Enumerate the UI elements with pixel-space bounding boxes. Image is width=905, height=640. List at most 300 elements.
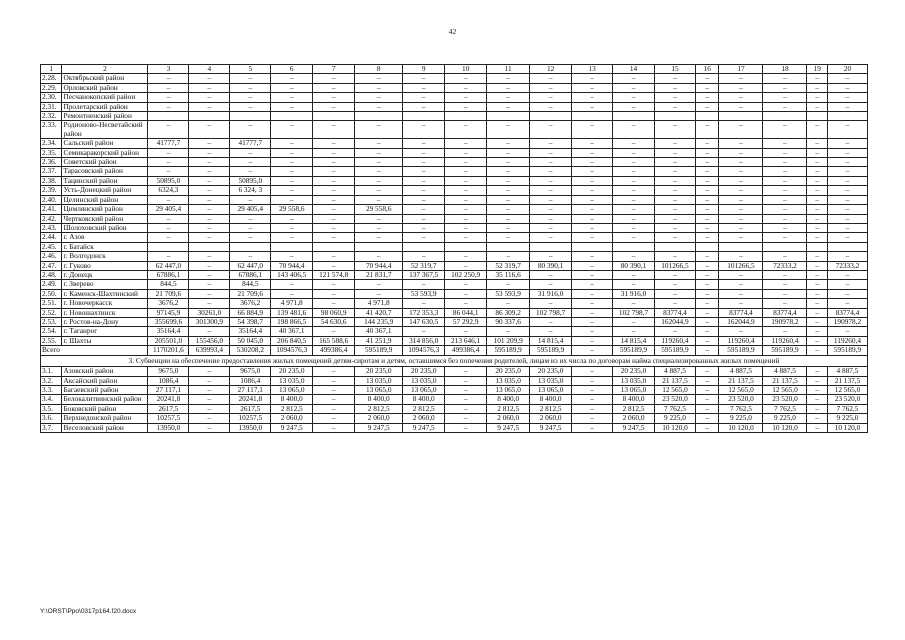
table-row <box>41 336 868 345</box>
value-cell: – <box>763 74 807 83</box>
value-cell: – <box>313 121 355 139</box>
value-cell: 13 065,0 <box>271 386 313 395</box>
value-cell: – <box>807 214 827 223</box>
municipality-name: Тацинский район <box>62 176 148 185</box>
row-number: 2.45. <box>41 242 62 251</box>
value-cell: 4 887,5 <box>827 367 867 376</box>
value-cell: – <box>655 176 696 185</box>
value-cell: 9 247,5 <box>355 423 403 432</box>
value-cell: – <box>403 93 445 102</box>
municipality-name: Ремонтненский район <box>62 112 148 121</box>
value-cell: 23 520,0 <box>763 395 807 404</box>
value-cell: – <box>487 167 530 176</box>
table-row <box>41 93 868 102</box>
value-cell: – <box>230 158 271 167</box>
value-cell: – <box>572 423 613 432</box>
municipality-name: Песчанокопский район <box>62 93 148 102</box>
value-cell: – <box>230 233 271 242</box>
value-cell: – <box>313 167 355 176</box>
value-cell: – <box>487 158 530 167</box>
row-number: 3.1. <box>41 367 62 376</box>
value-cell: 213 646,1 <box>445 336 487 345</box>
value-cell: – <box>230 93 271 102</box>
value-cell: – <box>763 176 807 185</box>
value-cell: 102 798,7 <box>613 308 655 317</box>
value-cell: – <box>655 289 696 298</box>
municipality-name: Шолоховский район <box>62 223 148 232</box>
row-number: 2.51. <box>41 299 62 308</box>
value-cell: – <box>807 252 827 261</box>
value-cell: – <box>230 102 271 111</box>
table-row <box>41 233 868 242</box>
value-cell: – <box>695 102 719 111</box>
value-cell <box>572 242 613 251</box>
value-cell: 4 887,5 <box>655 367 696 376</box>
value-cell: 10 120,0 <box>763 423 807 432</box>
value-cell: – <box>763 186 807 195</box>
municipality-name: Белокалитвинский район <box>62 395 148 404</box>
value-cell: – <box>655 148 696 157</box>
row-number: 2.50. <box>41 289 62 298</box>
value-cell: 4 887,5 <box>719 367 763 376</box>
value-cell: – <box>807 233 827 242</box>
value-cell: – <box>355 74 403 83</box>
value-cell: 12 565,0 <box>655 386 696 395</box>
value-cell: – <box>355 214 403 223</box>
value-cell <box>313 112 355 121</box>
value-cell: – <box>148 195 189 204</box>
value-cell: – <box>530 270 572 279</box>
column-number-row <box>41 65 868 74</box>
municipality-name: Пролетарский район <box>62 102 148 111</box>
value-cell: – <box>572 195 613 204</box>
value-cell: – <box>230 121 271 139</box>
table-row <box>41 423 868 432</box>
value-cell: – <box>313 158 355 167</box>
municipality-name: г. Донецк <box>62 270 148 279</box>
value-cell: 21 137,5 <box>763 376 807 385</box>
column-number: 2 <box>62 65 148 74</box>
value-cell: – <box>445 186 487 195</box>
value-cell: 119260,4 <box>655 336 696 345</box>
value-cell: – <box>572 386 613 395</box>
value-cell: – <box>763 148 807 157</box>
value-cell: 162044,9 <box>719 317 763 326</box>
municipality-name: г. Волгодонск <box>62 252 148 261</box>
value-cell: 2 812,5 <box>271 404 313 413</box>
value-cell: – <box>613 270 655 279</box>
value-cell: – <box>148 158 189 167</box>
value-cell: – <box>655 327 696 336</box>
value-cell: – <box>807 299 827 308</box>
value-cell: – <box>807 83 827 92</box>
value-cell: – <box>230 167 271 176</box>
row-number: 2.43. <box>41 223 62 232</box>
value-cell: – <box>403 214 445 223</box>
value-cell: – <box>271 148 313 157</box>
table-row <box>41 223 868 232</box>
value-cell: – <box>230 214 271 223</box>
total-value: – <box>695 346 719 355</box>
value-cell <box>695 242 719 251</box>
value-cell: 29 558,6 <box>271 205 313 214</box>
municipality-name: г. Гуково <box>62 261 148 270</box>
value-cell: – <box>572 270 613 279</box>
value-cell: – <box>807 176 827 185</box>
value-cell: 2 060,0 <box>355 414 403 423</box>
value-cell: 1086,4 <box>230 376 271 385</box>
value-cell: – <box>445 299 487 308</box>
value-cell: – <box>695 158 719 167</box>
value-cell: – <box>613 102 655 111</box>
value-cell: 6324,3 <box>148 186 189 195</box>
value-cell: – <box>313 186 355 195</box>
value-cell: – <box>313 423 355 432</box>
value-cell: – <box>695 261 719 270</box>
value-cell: – <box>355 148 403 157</box>
value-cell: – <box>313 102 355 111</box>
document-page <box>40 64 868 433</box>
value-cell: – <box>719 74 763 83</box>
value-cell: – <box>530 214 572 223</box>
value-cell: – <box>807 336 827 345</box>
value-cell: 35164,4 <box>230 327 271 336</box>
value-cell: 2 812,5 <box>487 404 530 413</box>
value-cell: 4 971,8 <box>355 299 403 308</box>
value-cell: 13 035,0 <box>403 376 445 385</box>
value-cell: 9 225,0 <box>763 414 807 423</box>
value-cell: – <box>655 252 696 261</box>
value-cell: 12 565,0 <box>719 386 763 395</box>
value-cell: – <box>572 404 613 413</box>
value-cell: – <box>189 414 230 423</box>
value-cell: 13 065,0 <box>403 386 445 395</box>
value-cell: 12 565,0 <box>827 386 867 395</box>
value-cell: – <box>530 167 572 176</box>
value-cell: – <box>655 299 696 308</box>
table-row <box>41 252 868 261</box>
value-cell: – <box>695 74 719 83</box>
value-cell: – <box>148 223 189 232</box>
value-cell: – <box>445 205 487 214</box>
column-number: 13 <box>572 65 613 74</box>
value-cell: – <box>572 336 613 345</box>
value-cell: – <box>572 158 613 167</box>
value-cell: – <box>230 195 271 204</box>
value-cell: – <box>719 252 763 261</box>
value-cell: 54 630,6 <box>313 317 355 326</box>
municipality-name: Боковский район <box>62 404 148 413</box>
municipality-name: Тарасовский район <box>62 167 148 176</box>
value-cell: 7 762,5 <box>719 404 763 413</box>
value-cell: 9 247,5 <box>487 423 530 432</box>
municipality-name: г. Батайск <box>62 242 148 251</box>
value-cell: – <box>271 186 313 195</box>
value-cell: – <box>613 93 655 102</box>
total-value: 595189,9 <box>827 346 867 355</box>
value-cell: 23 520,0 <box>655 395 696 404</box>
value-cell: – <box>487 195 530 204</box>
value-cell: – <box>827 158 867 167</box>
value-cell: – <box>189 299 230 308</box>
value-cell: 13 035,0 <box>271 376 313 385</box>
value-cell: – <box>313 214 355 223</box>
total-value: 1094576,3 <box>403 346 445 355</box>
municipality-name: Целинский район <box>62 195 148 204</box>
value-cell: – <box>189 195 230 204</box>
table-row <box>41 121 868 139</box>
value-cell: – <box>445 376 487 385</box>
row-number: 2.41. <box>41 205 62 214</box>
value-cell: – <box>271 83 313 92</box>
total-value: 595189,9 <box>613 346 655 355</box>
value-cell: – <box>313 404 355 413</box>
value-cell: – <box>189 167 230 176</box>
column-number: 14 <box>613 65 655 74</box>
file-path-footer: Y:\ORST\Ppo\0317p164.f20.docx <box>40 608 137 615</box>
value-cell: 101 209,9 <box>487 336 530 345</box>
value-cell: – <box>271 223 313 232</box>
value-cell: 52 319,7 <box>487 261 530 270</box>
value-cell: – <box>613 280 655 289</box>
value-cell: – <box>827 186 867 195</box>
value-cell: 13 065,0 <box>355 386 403 395</box>
value-cell: – <box>530 158 572 167</box>
value-cell: – <box>189 327 230 336</box>
value-cell: 70 944,4 <box>271 261 313 270</box>
value-cell: – <box>230 148 271 157</box>
value-cell: – <box>763 233 807 242</box>
value-cell: 119260,4 <box>827 336 867 345</box>
value-cell: – <box>827 148 867 157</box>
section-heading-row <box>41 355 868 367</box>
value-cell: 3676,2 <box>230 299 271 308</box>
value-cell: – <box>355 83 403 92</box>
row-number: 2.48. <box>41 270 62 279</box>
value-cell: – <box>572 223 613 232</box>
table-row <box>41 280 868 289</box>
value-cell: 72333,2 <box>763 261 807 270</box>
value-cell: 190978,2 <box>827 317 867 326</box>
value-cell: – <box>613 327 655 336</box>
value-cell: – <box>271 289 313 298</box>
value-cell: – <box>655 139 696 148</box>
value-cell: – <box>807 317 827 326</box>
value-cell: 101266,5 <box>655 261 696 270</box>
value-cell: 7 762,5 <box>763 404 807 413</box>
value-cell: – <box>445 102 487 111</box>
value-cell: 1086,4 <box>148 376 189 385</box>
value-cell: – <box>655 83 696 92</box>
value-cell: – <box>807 167 827 176</box>
column-number: 6 <box>271 65 313 74</box>
value-cell: – <box>827 280 867 289</box>
value-cell <box>189 112 230 121</box>
value-cell: 2617,5 <box>148 404 189 413</box>
value-cell: – <box>655 233 696 242</box>
value-cell: – <box>530 195 572 204</box>
value-cell: – <box>572 214 613 223</box>
value-cell: 2 060,0 <box>487 414 530 423</box>
value-cell <box>827 242 867 251</box>
value-cell: 67886,1 <box>148 270 189 279</box>
total-value: 530208,2 <box>230 346 271 355</box>
value-cell: 7 762,5 <box>655 404 696 413</box>
value-cell: 8 400,0 <box>530 395 572 404</box>
value-cell: 2617,5 <box>230 404 271 413</box>
value-cell <box>403 242 445 251</box>
value-cell: – <box>403 223 445 232</box>
value-cell: – <box>695 139 719 148</box>
total-value: 595189,9 <box>530 346 572 355</box>
value-cell: – <box>189 121 230 139</box>
value-cell: – <box>719 83 763 92</box>
value-cell: – <box>763 252 807 261</box>
value-cell: – <box>613 158 655 167</box>
value-cell: – <box>807 148 827 157</box>
value-cell: – <box>148 83 189 92</box>
value-cell: – <box>355 195 403 204</box>
value-cell: – <box>487 176 530 185</box>
value-cell: – <box>827 74 867 83</box>
value-cell: – <box>695 176 719 185</box>
value-cell <box>148 112 189 121</box>
value-cell: – <box>719 176 763 185</box>
value-cell: 20 235,0 <box>403 367 445 376</box>
value-cell: – <box>807 102 827 111</box>
row-number: 2.38. <box>41 176 62 185</box>
value-cell: – <box>189 386 230 395</box>
value-cell: – <box>189 214 230 223</box>
value-cell: – <box>572 395 613 404</box>
municipality-name: Азовский район <box>62 367 148 376</box>
value-cell: – <box>487 148 530 157</box>
value-cell: – <box>695 299 719 308</box>
value-cell: 4 887,5 <box>763 367 807 376</box>
column-number: 3 <box>148 65 189 74</box>
value-cell <box>763 242 807 251</box>
value-cell: – <box>403 233 445 242</box>
value-cell: – <box>763 158 807 167</box>
table-row <box>41 158 868 167</box>
table-row <box>41 327 868 336</box>
value-cell <box>271 242 313 251</box>
column-number: 1 <box>41 65 62 74</box>
value-cell: – <box>403 186 445 195</box>
value-cell: 13 035,0 <box>487 376 530 385</box>
value-cell: – <box>487 252 530 261</box>
value-cell: – <box>719 186 763 195</box>
value-cell: – <box>487 83 530 92</box>
value-cell: – <box>148 214 189 223</box>
value-cell: – <box>189 93 230 102</box>
value-cell: 9 247,5 <box>613 423 655 432</box>
section-title: 3. Субвенции на обеспечение предоставления жилых помещений детям-сиротам и детям, оставшимся без попечения родителей, лицам из их числа по договорам найма специализированных жилых помещений <box>41 355 868 367</box>
value-cell: 13 065,0 <box>487 386 530 395</box>
value-cell: – <box>695 395 719 404</box>
value-cell: 20 235,0 <box>530 367 572 376</box>
value-cell: – <box>695 270 719 279</box>
value-cell: 30261,0 <box>189 308 230 317</box>
value-cell: – <box>763 270 807 279</box>
total-value: 499386,4 <box>445 346 487 355</box>
value-cell: – <box>655 214 696 223</box>
value-cell: – <box>655 158 696 167</box>
table-row <box>41 317 868 326</box>
total-value: 595189,9 <box>655 346 696 355</box>
value-cell: – <box>313 252 355 261</box>
value-cell: – <box>487 186 530 195</box>
value-cell: – <box>719 93 763 102</box>
row-number: 2.31. <box>41 102 62 111</box>
value-cell: 98 060,9 <box>313 308 355 317</box>
value-cell <box>827 112 867 121</box>
value-cell: – <box>487 93 530 102</box>
value-cell: – <box>487 280 530 289</box>
value-cell: – <box>695 317 719 326</box>
value-cell: – <box>613 148 655 157</box>
table-row <box>41 270 868 279</box>
value-cell: 4 971,8 <box>271 299 313 308</box>
value-cell: – <box>572 93 613 102</box>
table-row <box>41 139 868 148</box>
column-number: 17 <box>719 65 763 74</box>
value-cell: 8 400,0 <box>403 395 445 404</box>
value-cell: 2 812,5 <box>403 404 445 413</box>
value-cell: – <box>445 395 487 404</box>
value-cell: 21 831,7 <box>355 270 403 279</box>
value-cell: – <box>807 74 827 83</box>
value-cell: – <box>572 167 613 176</box>
value-cell: 41777,7 <box>148 139 189 148</box>
value-cell: 9 225,0 <box>719 414 763 423</box>
row-number: 3.5. <box>41 404 62 413</box>
value-cell <box>271 112 313 121</box>
value-cell: – <box>807 414 827 423</box>
value-cell: 2 060,0 <box>271 414 313 423</box>
value-cell: – <box>572 233 613 242</box>
value-cell: 8 400,0 <box>613 395 655 404</box>
value-cell: – <box>403 83 445 92</box>
value-cell: – <box>313 280 355 289</box>
value-cell <box>763 112 807 121</box>
value-cell: – <box>695 376 719 385</box>
value-cell: 13 065,0 <box>530 386 572 395</box>
value-cell: – <box>695 186 719 195</box>
value-cell: 10 120,0 <box>719 423 763 432</box>
table-row <box>41 414 868 423</box>
value-cell: – <box>695 289 719 298</box>
value-cell: – <box>403 121 445 139</box>
value-cell: – <box>230 83 271 92</box>
value-cell: – <box>189 139 230 148</box>
value-cell: – <box>445 195 487 204</box>
value-cell <box>148 242 189 251</box>
value-cell: – <box>695 308 719 317</box>
value-cell: – <box>189 223 230 232</box>
value-cell: – <box>271 158 313 167</box>
value-cell <box>487 242 530 251</box>
value-cell: – <box>655 205 696 214</box>
value-cell: – <box>763 280 807 289</box>
value-cell: 29 405,4 <box>230 205 271 214</box>
column-number: 7 <box>313 65 355 74</box>
value-cell: 10257,5 <box>148 414 189 423</box>
value-cell: – <box>530 280 572 289</box>
budget-table <box>40 64 868 433</box>
value-cell: 41 251,9 <box>355 336 403 345</box>
value-cell: – <box>572 261 613 270</box>
